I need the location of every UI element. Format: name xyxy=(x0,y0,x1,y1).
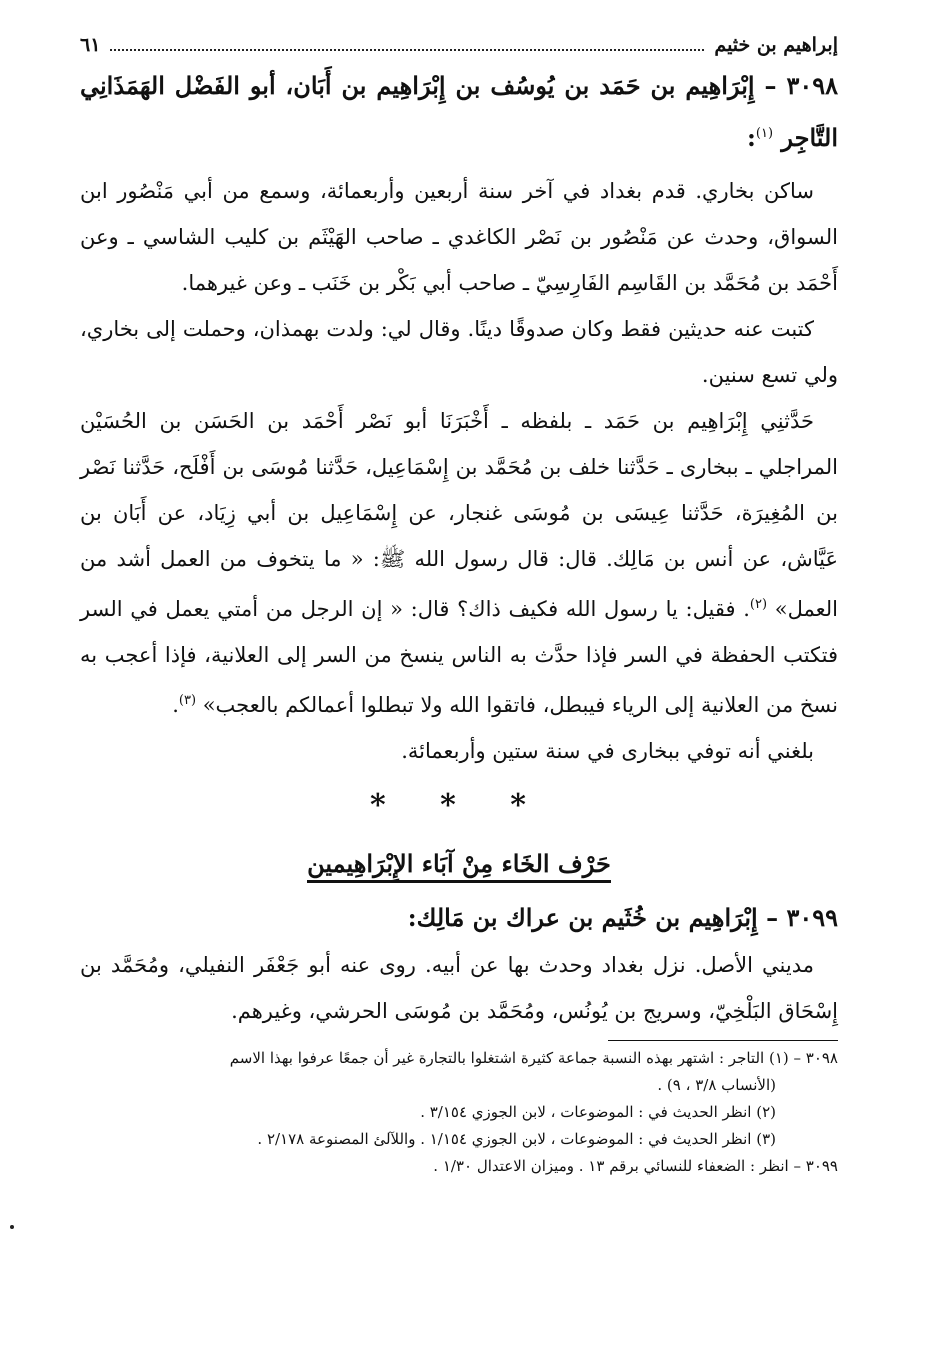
section-title-text: حَرْف الخَاء مِنْ آبَاء الإِبْرَاهِيمين xyxy=(307,849,611,883)
entry-3098-paragraph-3 xyxy=(80,398,838,728)
entry-3098-paragraph-4: بلغني أنه توفي ببخارى في سنة ستين وأربعمائة. xyxy=(401,739,814,763)
footnote-3098-3: (٣) انظر الحديث في : الموضوعات ، لابن الجوزي ١/١٥٤ . واللآلئ المصنوعة ٢/١٧٨ . xyxy=(257,1130,776,1148)
entry-3098-paragraph-2: كتبت عنه حديثين فقط وكان صدوقًا دينًا. وقال لي: ولدت بهمذان، وحملت إلى بخاري، ولي تسع سنين. xyxy=(80,317,838,387)
footnote-ref-1: (١) xyxy=(755,126,774,141)
hadith-text-part-2: . فقيل: يا رسول الله فكيف ذاك؟ قال: « إن الرجل من أمتي يعمل في السر فتكتب الحفظة في السر فإذا حدَّث به الناس ينسخ من السر إلى العلانية، فإذا أعجب به نسخ من العلانية إلى الرياء فيبطل، فاتقوا الله ولا تبطلوا أعمالكم بالعجب» xyxy=(80,597,839,717)
footnote-3098-2: (٢) انظر الحديث في : الموضوعات ، لابن الجوزي ٣/١٥٤ . xyxy=(420,1103,776,1121)
hadith-text-end: . xyxy=(172,693,179,717)
hadith-text-part-1: حَدَّثنِي إِبْرَاهِيم بن حَمَد ـ بلفظه ـ أَخْبَرَنَا أبو نَصْر أَحْمَد بن الحَسَن بن الحُسَيْن المراجلي ـ ببخارى ـ حَدَّثنا خلف بن مُحَمَّد بن إِسْمَاعِيل، حَدَّثنا مُوسَى بن أَفْلَح، حَدَّثنا نَصْر بن المُغِيرَة، حَدَّثنا عِيسَى بن مُوسَى غنجار، عن إِسْمَاعِيل بن أبي زِيَاد، عن أَبَان بن عَيَّاش، عن أنس بن مَالِك. قال: قال رسول الله ﷺ: « ما يتخوف من العمل أشد من العمل» xyxy=(80,409,838,621)
header-dot-leader xyxy=(110,49,704,51)
footnote-divider xyxy=(608,1040,838,1041)
entry-3099-paragraph: مديني الأصل. نزل بغداد وحدث بها عن أبيه. روى عنه أبو جَعْفَر النفيلي، ومُحَمَّد بن إِسْحَاق البَلْخِيّ، وسريج بن يُونُس، ومُحَمَّد بن مُوسَى الحرشي، وغيرهم. xyxy=(80,953,838,1023)
section-divider-stars: * * * xyxy=(370,788,548,823)
running-title: إبراهيم بن خثيم xyxy=(714,34,838,56)
entry-3098-heading-text: ٣٠٩٨ – إِبْرَاهِيم بن حَمَد بن يُوسُف بن إِبْرَاهِيم بن أَبَان، أبو الفَضْل الهَمَذَانِي التَّاجِر xyxy=(80,71,838,152)
entry-3098-heading xyxy=(80,62,838,162)
section-title xyxy=(80,834,838,894)
footnote-3099: ٣٠٩٩ – انظر : الضعفاء للنسائي برقم ١٣ . وميزان الاعتدال ١/٣٠ . xyxy=(433,1157,838,1175)
entry-3099-heading: ٣٠٩٩ – إِبْرَاهِيم بن خُثَيم بن عراك بن مَالِك: xyxy=(407,903,838,932)
running-header xyxy=(80,28,838,62)
entry-3098-paragraph-1: ساكن بخاري. قدم بغداد في آخر سنة أربعين وأربعمائة، وسمع من أبي مَنْصُور ابن السواق، وحدث عن مَنْصُور بن نَصْر الكاغدي ـ صاحب الهَيْثَم بن كليب الشاسي ـ وعن أَحْمَد بن مُحَمَّد بن القَاسِم الفَارِسِيّ ـ صاحب أبي بَكْر بن خَنَب ـ وعن غيرهما. xyxy=(80,179,838,295)
entry-3098-heading-colon: : xyxy=(747,123,756,152)
scan-speck xyxy=(10,1225,14,1229)
book-page xyxy=(80,28,838,1346)
footnote-ref-3: (٣) xyxy=(178,693,197,708)
footnote-ref-2: (٢) xyxy=(749,597,768,612)
footnote-3098-1-continuation: (الأنساب ٣/٨ ، ٩) . xyxy=(657,1076,776,1094)
footnote-3098-1: ٣٠٩٨ – (١) التاجر : اشتهر بهذه النسبة جماعة كثيرة اشتغلوا بالتجارة غير أن جمعًا عرفوا بهذا الاسم xyxy=(229,1049,838,1067)
page-number: ٦١ xyxy=(80,34,101,56)
